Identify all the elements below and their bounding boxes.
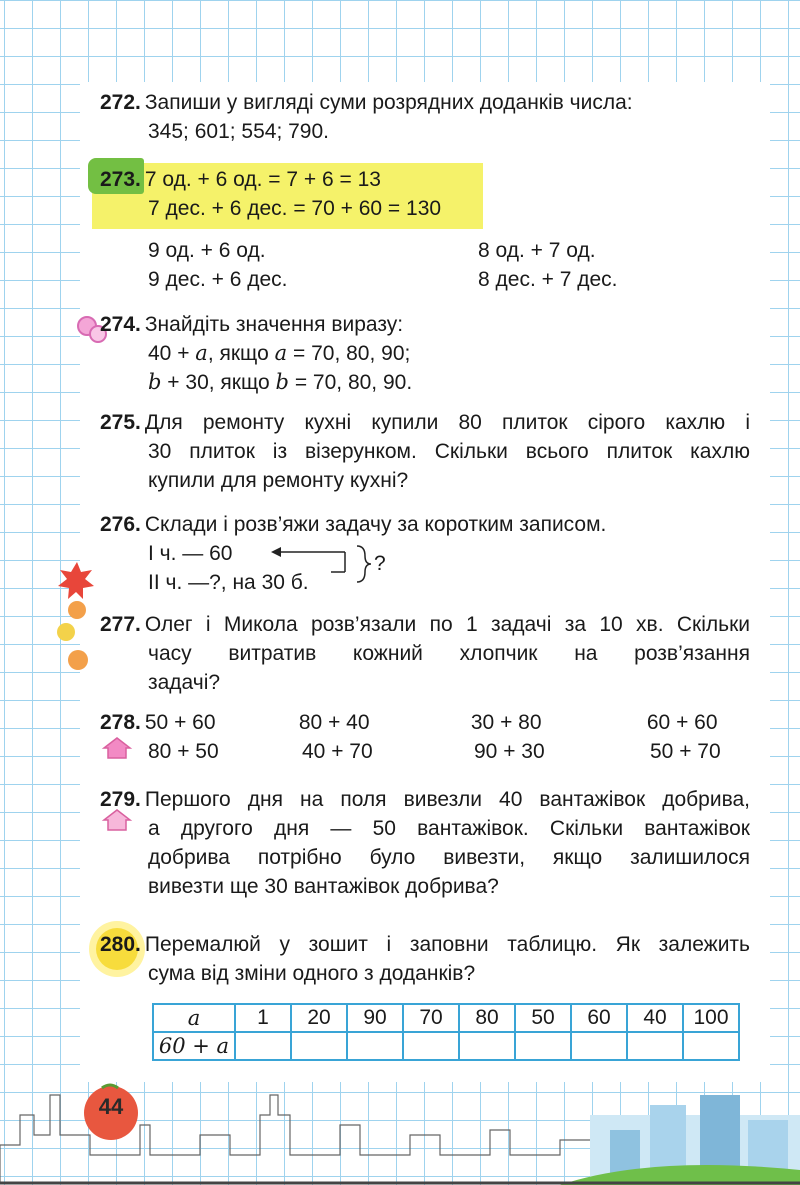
task-text: вивезти ще 30 вантажівок добрива? [148, 875, 499, 898]
task-274 [100, 310, 750, 397]
table-cell: 40 [627, 1004, 683, 1032]
table-cell [571, 1032, 627, 1060]
table-header-cell: a [153, 1004, 235, 1032]
task-text: добрива потрібно було вивезти, якщо залишилося [148, 846, 750, 869]
record-line: І ч. — 60 [148, 542, 233, 565]
table-cell [515, 1032, 571, 1060]
table-row [153, 1032, 739, 1060]
task-text: Олег і Микола розв’язали по 1 задачі за 10 хв. Скільки [144, 613, 750, 636]
task-text: а другого дня — 50 вантажівок. Скільки вантажівок [148, 817, 750, 840]
expression: 50 + 70 [650, 740, 721, 763]
fill-table [152, 1003, 740, 1061]
table-cell [459, 1032, 515, 1060]
table-cell [235, 1032, 291, 1060]
task-276 [100, 510, 750, 597]
task-text: 30 плиток із візерунком. Скільки всього плиток кахлю [148, 440, 750, 463]
task-text: Першого дня на поля вивезли 40 вантажівок добрива, [144, 788, 750, 811]
flowers-icon [52, 560, 102, 680]
table-cell: 20 [291, 1004, 347, 1032]
expression: 8 дес. + 7 дес. [478, 268, 618, 291]
task-number: 280. [100, 933, 141, 956]
table-cell: 100 [683, 1004, 739, 1032]
task-text: Для ремонту кухні купили 80 плиток сірого кахлю і [144, 411, 750, 434]
table-cell [627, 1032, 683, 1060]
variable: b [275, 370, 289, 394]
task-text: Запиши у вигляді суми розрядних доданків числа: [144, 91, 633, 114]
task-number: 278. [100, 711, 141, 734]
task-279 [100, 785, 750, 901]
task-number: 277. [100, 613, 141, 636]
variable: b [148, 370, 162, 394]
variable: a [274, 341, 288, 365]
table-cell: 60 [571, 1004, 627, 1032]
task-277 [100, 610, 750, 697]
table-row [153, 1004, 739, 1032]
task-text: 7 од. + 6 од. = 7 + 6 = 13 [144, 168, 381, 191]
table-header-cell: 60 + a [153, 1032, 235, 1060]
table-cell [403, 1032, 459, 1060]
expression: 80 + 40 [298, 711, 370, 734]
expr-part: = 70, 80, 90; [287, 342, 411, 365]
table-cell [683, 1032, 739, 1060]
task-text: Перемалюй у зошит і заповни таблицю. Як залежить [144, 933, 750, 956]
task-text: сума від зміни одного з доданків? [148, 962, 476, 985]
short-record-arrows [265, 540, 385, 588]
expression [100, 368, 750, 397]
expression: 40 + 70 [302, 740, 373, 763]
task-280 [100, 930, 750, 988]
page-number: 44 [98, 1094, 124, 1119]
expr-part: = 70, 80, 90. [288, 371, 413, 394]
table-cell: 1 [235, 1004, 291, 1032]
expression: 8 од. + 7 од. [478, 239, 596, 262]
task-number: 275. [100, 411, 141, 434]
task-278 [100, 708, 750, 766]
task-number: 279. [100, 788, 141, 811]
task-text: 345; 601; 554; 790. [148, 120, 329, 143]
expr-part: , якщо [207, 342, 275, 365]
question-mark: ? [374, 552, 386, 575]
record-line: ІІ ч. —?, на 30 б. [148, 571, 309, 594]
task-text: Знайдіть значення виразу: [144, 313, 404, 336]
expr-part: + 30, якщо [161, 371, 276, 394]
task-text: купили для ремонту кухні? [148, 469, 409, 492]
task-text: Склади і розв’яжи задачу за коротким записом. [144, 513, 607, 536]
table-cell: 70 [403, 1004, 459, 1032]
table-cell: 90 [347, 1004, 403, 1032]
task-text: задачі? [148, 671, 221, 694]
table-cell: 50 [515, 1004, 571, 1032]
task-text: часу витратив кожний хлопчик на розв’язання [148, 642, 750, 665]
expression: 50 + 60 [144, 711, 216, 734]
table-cell [291, 1032, 347, 1060]
task-number: 274. [100, 313, 141, 336]
variable: a [195, 341, 208, 365]
expression: 9 дес. + 6 дес. [148, 268, 288, 291]
expression: 90 + 30 [474, 740, 545, 763]
task-text: 7 дес. + 6 дес. = 70 + 60 = 130 [148, 197, 442, 220]
expression [100, 339, 750, 368]
task-272 [100, 88, 750, 146]
expression: 30 + 80 [470, 711, 542, 734]
expr-part: 40 + [148, 342, 196, 365]
expression: 9 од. + 6 од. [148, 239, 266, 262]
task-273 [100, 165, 750, 294]
task-number: 276. [100, 513, 141, 536]
table-cell: 80 [459, 1004, 515, 1032]
task-275 [100, 408, 750, 495]
expression: 80 + 50 [148, 740, 219, 763]
task-number: 272. [100, 91, 141, 114]
table-cell [347, 1032, 403, 1060]
task-number: 273. [100, 168, 141, 191]
expression: 60 + 60 [646, 711, 718, 734]
